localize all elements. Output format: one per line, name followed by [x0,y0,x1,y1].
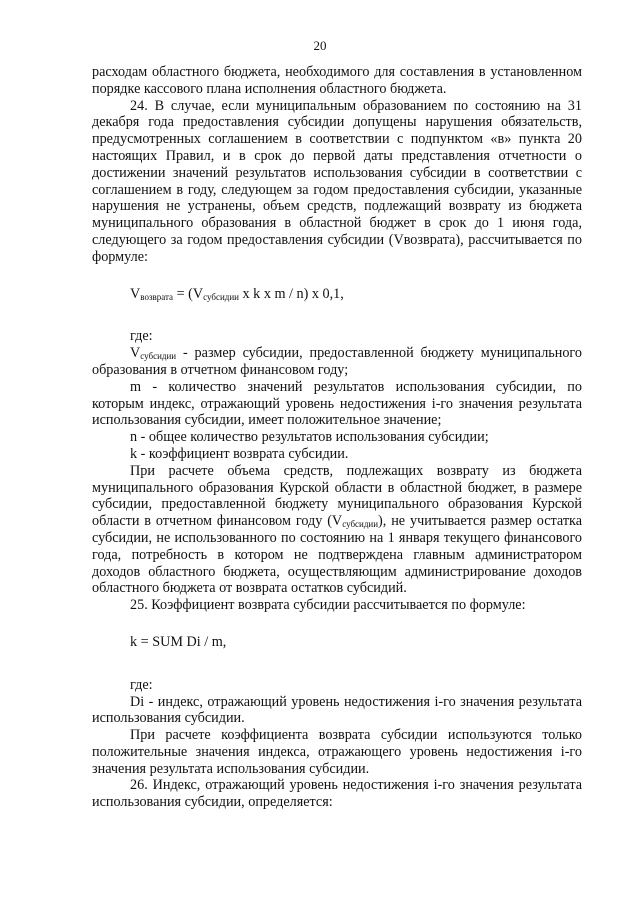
paragraph-25: 25. Коэффициент возврата субсидии рассчитывается по формуле: [130,597,526,614]
definition-k: k - коэффициент возврата субсидии. [130,445,349,462]
page-number: 20 [313,38,327,53]
paragraph-calculation-note: При расчете объема средств, подлежащих возврату из бюджета муниципального образования Курской области в областной бюджет, в размере субсидии, предоставленной бюджету муниципального образования Курской области в отчетном финансовом году $(V_{субсидии})$, не учитывается размер остатка субсидии, не использованного по состоянию на 1 января текущего финансового года, потребность в котором не подтверждена главным администратором доходов областного бюджета, осуществляющим администрирование доходов областного бюджета от возврата остатков субсидий. [92,462,582,597]
paragraph-positive-values: При расчете коэффициента возврата субсидии используются только положительные значения индекса, отражающего уровень недостижения i-го значения результата использования субсидии. [92,727,582,777]
paragraph-intro: расходам областного бюджета, необходимого для составления в установленном порядке кассового плана исполнения областного бюджета. [92,64,582,97]
where-label-1: где: [130,328,153,345]
where-label-2: где: [130,676,153,693]
formula-coefficient: k = SUM Di / m, [130,633,227,650]
paragraph-24: 24. В случае, если муниципальным образованием по состоянию на 31 декабря года предоставления субсидии допущены нарушения обязательств, предусмотренных соглашением в соответствии с подпунктом «в» пункта 20 настоящих Правил, и в срок до первой даты представления отчетности о достижении значений результатов использования субсидии в соответствии с соглашением в году, следующем за годом предоставления субсидии, указанные нарушения не устранены, объем средств, подлежащий возврату из бюджета муниципального образования в областной бюджет в срок до 1 июня года, следующего за годом предоставления субсидии (Vвозврата), рассчитывается по формуле: [92,97,582,265]
document-body [92,64,582,811]
definition-di: Di - индекс, отражающий уровень недостижения i-го значения результата использования субсидии. [92,693,582,727]
subscript-subsidy: субсидии [203,291,239,302]
definition-v-subsidy: $V_{субсидии}$ - размер субсидии, предоставленной бюджету муниципального образования в отчетном финансовом году; [92,345,582,378]
paragraph-26: 26. Индекс, отражающий уровень недостижения i-го значения результата использования субсидии, определяется: [92,777,582,811]
formula-return-volume: $V_{возврата} = (V_{субсидии}$ x k x m / n) x 0,1, [130,285,344,302]
subscript-return: возврата [140,291,174,302]
definition-n: n - общее количество результатов использования субсидии; [130,429,489,446]
definition-m: m - количество значений результатов использования субсидии, по которым индекс, отражающий уровень недостижения i-го значения результата использования субсидии, имеет положительное значение; [92,378,582,429]
